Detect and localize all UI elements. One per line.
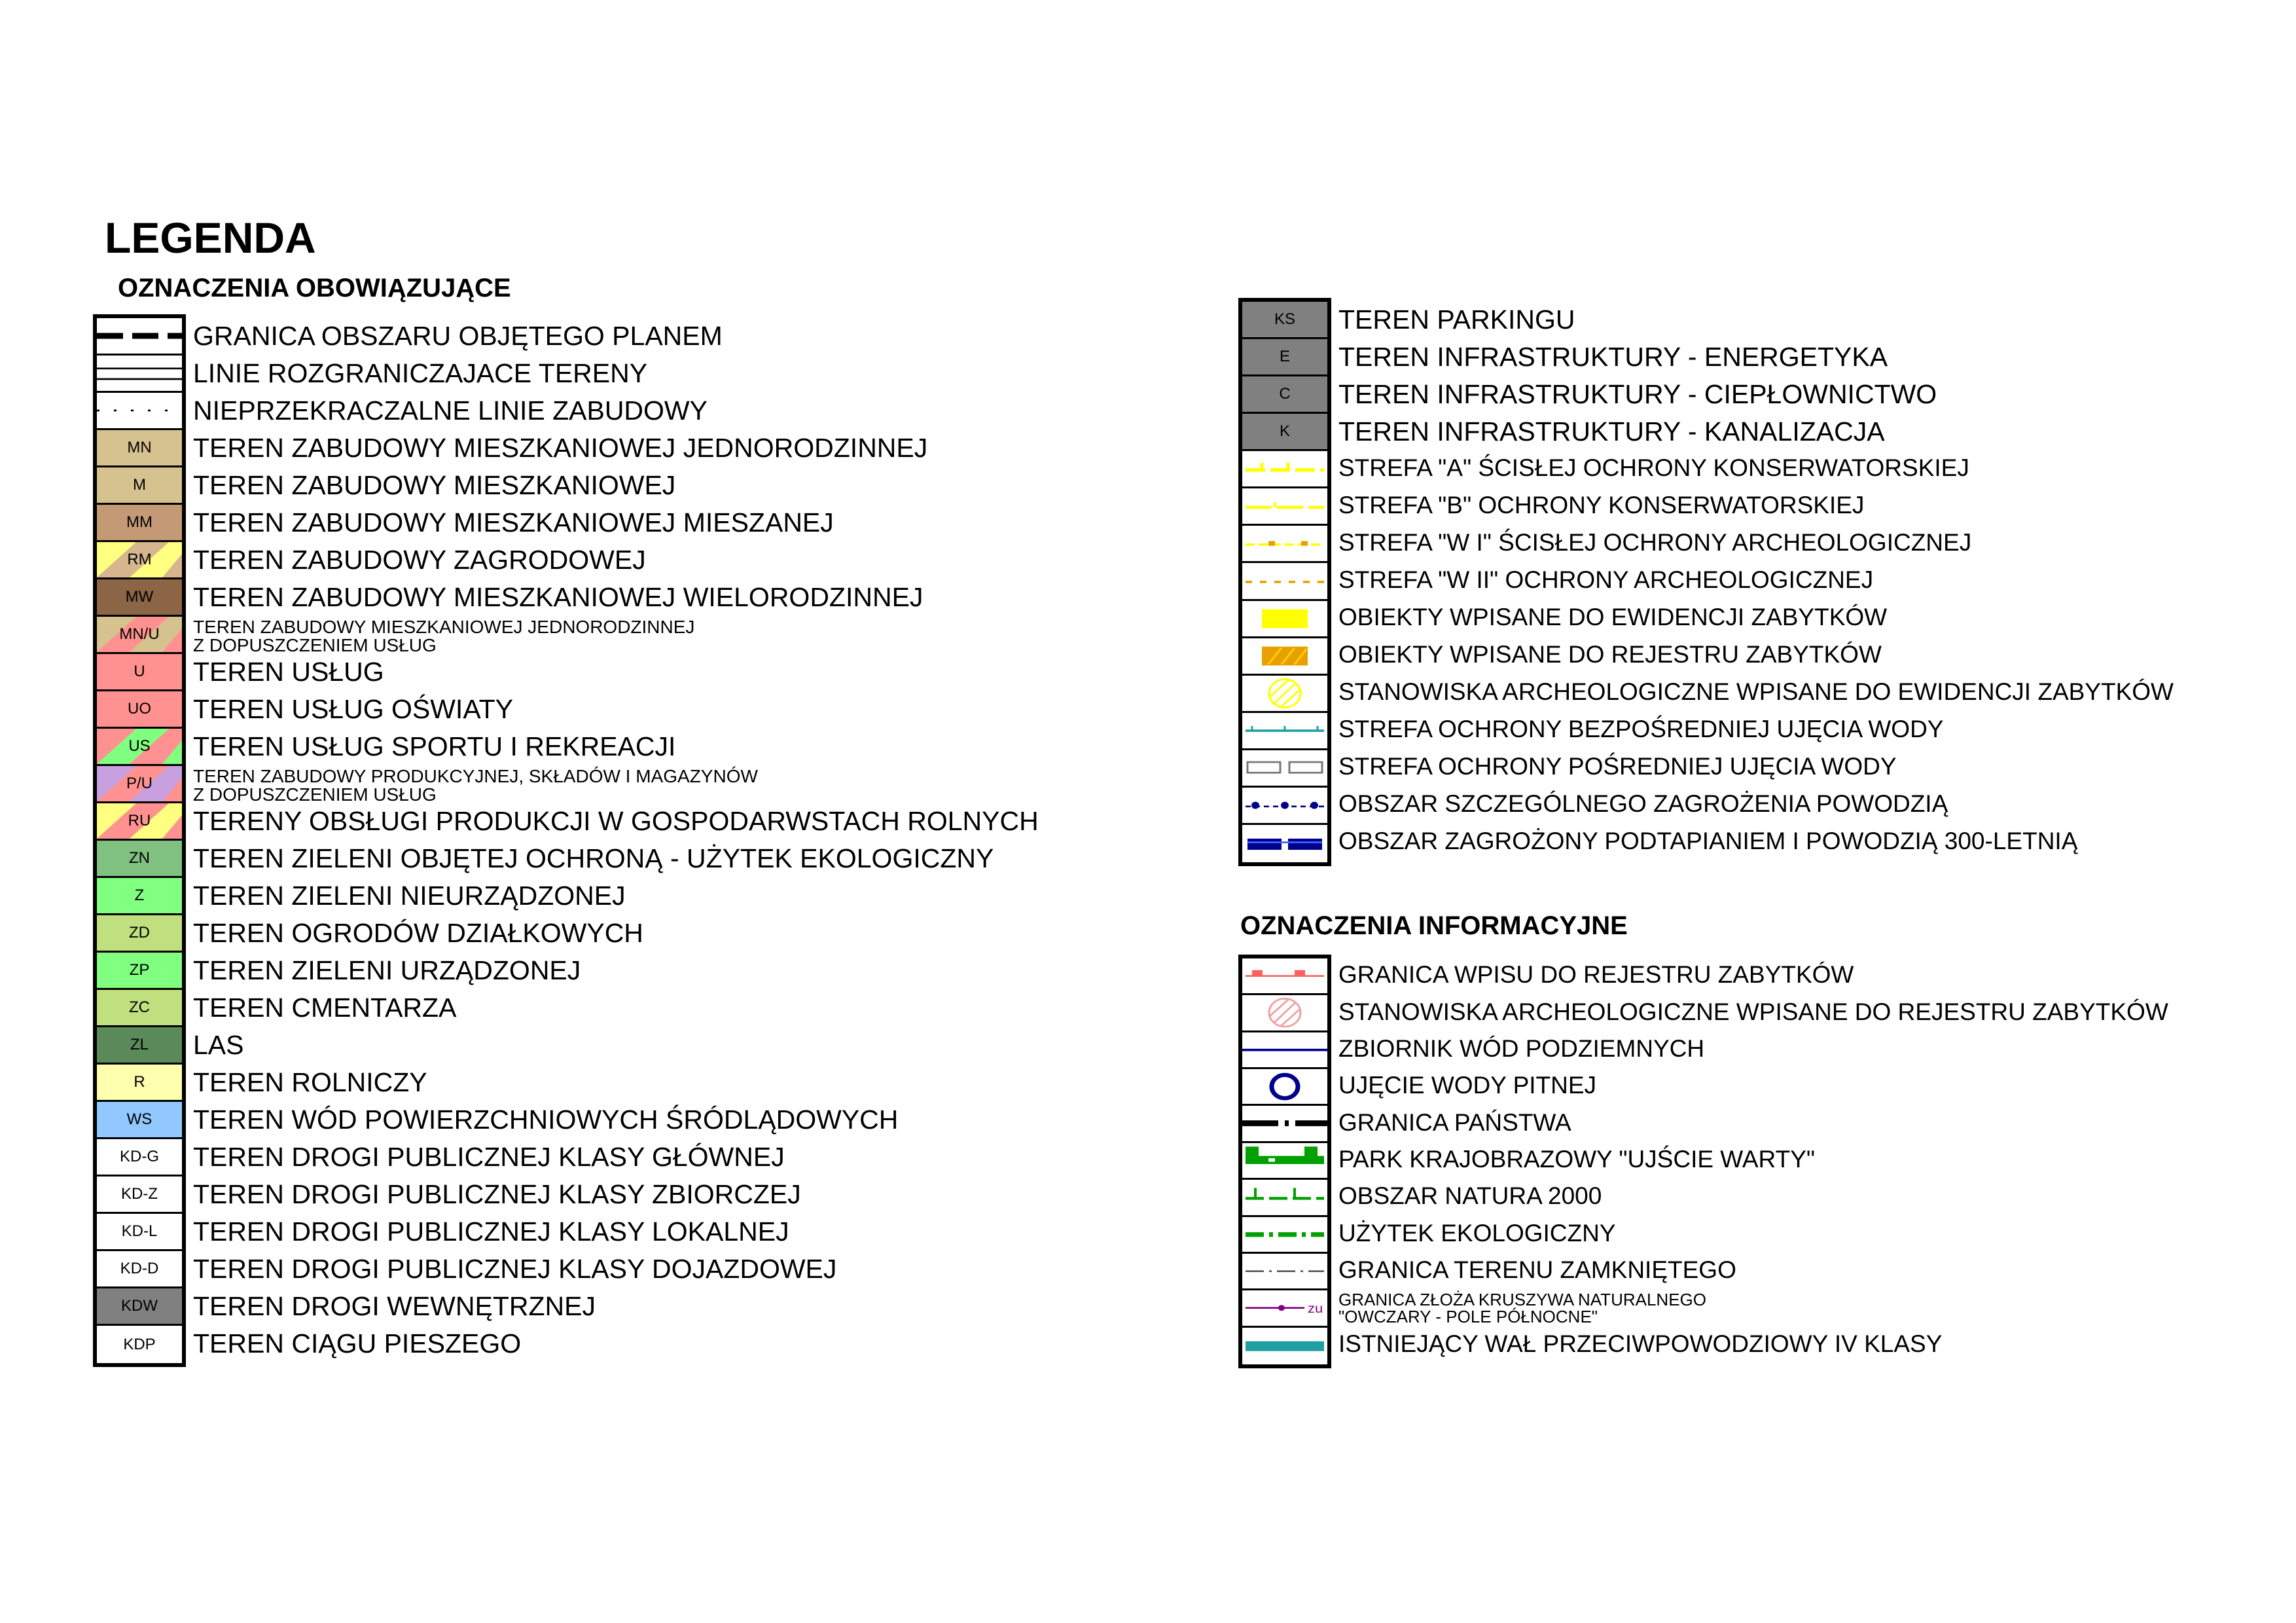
legend-label <box>193 1330 521 1357</box>
legend-swatch-m <box>97 467 182 505</box>
legend-swatch-kdw <box>97 1288 182 1326</box>
legend-swatch-circle-navy <box>1242 1069 1327 1106</box>
legend-label <box>1338 341 1888 372</box>
legend-label-line1: STREFA "W II" OCHRONY ARCHEOLOGICZNEJ <box>1338 566 1874 593</box>
legend-label <box>193 656 384 687</box>
legend-label-line1: LAS <box>193 1029 244 1060</box>
legend-label-line1: TEREN ZABUDOWY MIESZKANIOWEJ JEDNORODZINNEJ <box>193 616 695 637</box>
legend-swatch-mn <box>97 430 182 467</box>
legend-label-line2: Z DOPUSZCZENIEM USŁUG <box>193 634 437 655</box>
legend-label <box>193 880 626 911</box>
swatch-code: E <box>1279 348 1290 366</box>
legend-label <box>1338 306 1575 333</box>
legend-swatch-kd-d <box>97 1251 182 1288</box>
legend-label-line1: TEREN ZIELENI NIEURZĄDZONEJ <box>193 880 626 911</box>
legend-label <box>193 994 456 1021</box>
legend-label-line1: TEREN DROGI PUBLICZNEJ KLASY GŁÓWNEJ <box>193 1141 785 1172</box>
legend-label-line1: TEREN ZABUDOWY MIESZKANIOWEJ WIELORODZINNEJ <box>193 581 924 612</box>
legend-label-line1: ZBIORNIK WÓD PODZIEMNYCH <box>1338 1034 1705 1062</box>
legend-label <box>193 509 834 536</box>
legend-label-line1: GRANICA ZŁOŻA KRUSZYWA NATURALNEGO <box>1338 1290 1706 1310</box>
legend-label <box>193 618 694 655</box>
legend-swatch-zd <box>97 915 182 953</box>
legend-swatch-kd-z <box>97 1176 182 1214</box>
legend-label-line1: GRANICA TERENU ZAMKNIĘTEGO <box>1338 1256 1736 1284</box>
legend-label-line1: TEREN ZABUDOWY MIESZKANIOWEJ <box>193 469 676 500</box>
legend-swatch-kdp <box>97 1326 182 1363</box>
legend-label-line2: Z DOPUSZCZENIEM USŁUG <box>193 784 437 805</box>
swatch-code: MM <box>126 513 152 531</box>
legend-title: LEGENDA <box>105 213 316 262</box>
legend-label-line1: OBIEKTY WPISANE DO REJESTRU ZABYTKÓW <box>1338 641 1882 668</box>
legend-label-line1: STREFA "W I" ŚCISŁEJ OCHRONY ARCHEOLOGICZNEJ <box>1338 528 1972 556</box>
swatch-code: KDP <box>123 1335 156 1353</box>
legend-swatch-z <box>97 878 182 915</box>
legend-swatch-line-blue-dots <box>1242 788 1327 825</box>
legend-swatch-r <box>97 1065 182 1102</box>
legend-swatch-zl <box>97 1027 182 1065</box>
legend-label-line1: TEREN ROLNICZY <box>193 1067 427 1097</box>
legend-swatch-rect-orange <box>1242 638 1327 676</box>
legend-label-line1: TEREN INFRASTRUKTURY - KANALIZACJA <box>1338 416 1885 447</box>
legend-label-line1: LINIE ROZGRANICZAJACE TERENY <box>193 357 648 388</box>
legend-swatch-e <box>1242 339 1327 376</box>
legend-swatch-line-blue-thick <box>1242 825 1327 862</box>
legend-label-line1: TEREN CMENTARZA <box>193 992 457 1023</box>
legend-label-line1: GRANICA OBSZARU OBJĘTEGO PLANEM <box>193 320 723 351</box>
legend-label-line1: UŻYTEK EKOLOGICZNY <box>1338 1219 1616 1247</box>
legend-label <box>193 845 994 872</box>
swatch-code: KD-G <box>120 1148 159 1165</box>
legend-label-line1: TEREN ZABUDOWY MIESZKANIOWEJ JEDNORODZINNEJ <box>193 432 928 463</box>
swatch-code: WS <box>126 1110 152 1128</box>
legend-label-line1: TEREN DROGI PUBLICZNEJ KLASY LOKALNEJ <box>193 1216 789 1247</box>
legend-label-line1: TEREN ZABUDOWY MIESZKANIOWEJ MIESZANEJ <box>193 507 834 538</box>
legend-label <box>1338 829 2077 853</box>
legend-label-line1: OBSZAR SZCZEGÓLNEGO ZAGROŻENIA POWODZIĄ <box>1338 790 1948 818</box>
legend-label <box>193 397 708 424</box>
legend-swatch-p-u <box>97 766 182 803</box>
legend-swatch-line-teal-thick <box>1242 1328 1327 1364</box>
legend-swatch-line-gray-dashdot <box>1242 1254 1327 1290</box>
legend-label-line1: PARK KRAJOBRAZOWY "UJŚCIE WARTY" <box>1338 1146 1816 1173</box>
legend-label-line1: TEREN USŁUG <box>193 656 384 687</box>
left-legend-column <box>93 314 186 1367</box>
legend-label <box>1338 530 1971 555</box>
left-section-heading: OZNACZENIA OBOWIĄZUJĄCE <box>118 274 511 302</box>
legend-label-line1: TEREN USŁUG SPORTU I REKREACJI <box>193 731 676 761</box>
legend-label <box>1338 1000 2168 1024</box>
legend-label <box>1338 1221 1616 1245</box>
legend-swatch-mw <box>97 579 182 617</box>
legend-label <box>1338 1291 1706 1325</box>
legend-label <box>193 767 758 804</box>
legend-label-line1: STREFA OCHRONY POŚREDNIEJ UJĘCIA WODY <box>1338 753 1897 780</box>
swatch-code: MN/U <box>119 625 160 643</box>
legend-swatch-boundary-dashed <box>97 318 182 356</box>
swatch-code: K <box>1279 422 1290 441</box>
legend-swatch-zc <box>97 990 182 1027</box>
legend-label-line2: "OWCZARY - POLE PÓŁNOCNE" <box>1338 1307 1598 1327</box>
legend-swatch-ws <box>97 1102 182 1139</box>
swatch-code: KDW <box>121 1297 158 1315</box>
legend-swatch-ks <box>1242 302 1327 339</box>
legend-label-line1: STREFA "A" ŚCISŁEJ OCHRONY KONSERWATORSKIEJ <box>1338 454 1969 481</box>
legend-label-line1: TEREN DROGI WEWNĘTRZNEJ <box>193 1290 596 1321</box>
swatch-code: MW <box>125 588 154 606</box>
right-legend-column <box>1238 298 1331 866</box>
legend-label <box>193 432 928 463</box>
legend-label <box>193 805 1039 836</box>
legend-label-line1: TEREN WÓD POWIERZCHNIOWYCH ŚRÓDLĄDOWYCH <box>193 1104 899 1135</box>
legend-label <box>1338 680 2174 704</box>
legend-label-line1: TEREN ZIELENI URZĄDZONEJ <box>193 955 581 985</box>
legend-swatch-dotted-line <box>97 393 182 430</box>
legend-label <box>1338 1332 1942 1356</box>
swatch-code: P/U <box>126 775 152 792</box>
swatch-code: U <box>134 663 145 680</box>
legend-swatch-mn-u <box>97 617 182 654</box>
legend-label <box>1338 418 1885 445</box>
legend-label <box>193 1290 596 1321</box>
legend-swatch-u <box>97 654 182 691</box>
legend-swatch-kd-g <box>97 1139 182 1176</box>
legend-label-line1: TEREN DROGI PUBLICZNEJ KLASY DOJAZDOWEJ <box>193 1253 837 1284</box>
legend-label-line1: TEREN INFRASTRUKTURY - ENERGETYKA <box>1338 341 1888 372</box>
legend-swatch-kd-l <box>97 1214 182 1251</box>
legend-swatch-line-green-natura <box>1242 1180 1327 1216</box>
zu-mark: zu <box>1308 1302 1323 1316</box>
swatch-code: ZN <box>129 849 150 867</box>
legend-label <box>1338 717 1943 741</box>
legend-label <box>193 1141 785 1172</box>
info-legend-column <box>1238 955 1331 1368</box>
legend-label <box>193 1253 837 1284</box>
legend-label-line1: TEREN CIĄGU PIESZEGO <box>193 1328 522 1359</box>
legend-label <box>1338 962 1854 987</box>
legend-label-line1: ISTNIEJĄCY WAŁ PRZECIWPOWODZIOWY IV KLASY <box>1338 1330 1943 1357</box>
legend-swatch-line-yellow-b <box>1242 488 1327 526</box>
legend-label-line1: OBSZAR NATURA 2000 <box>1338 1182 1602 1210</box>
legend-swatch-line-navy-ends <box>1242 1032 1327 1069</box>
legend-swatch-k <box>1242 414 1327 451</box>
legend-label-line1: NIEPRZEKRACZALNE LINIE ZABUDOWY <box>193 395 708 426</box>
legend-label-line1: TEREN PARKINGU <box>1338 304 1575 335</box>
legend-label <box>193 733 675 760</box>
legend-label-line1: STANOWISKA ARCHEOLOGICZNE WPISANE DO REJESTRU ZABYTKÓW <box>1338 998 2168 1025</box>
legend-label-line1: UJĘCIE WODY PITNEJ <box>1338 1072 1597 1099</box>
legend-label <box>193 320 723 351</box>
legend-swatch-c <box>1242 376 1327 414</box>
swatch-code: MN <box>127 439 152 456</box>
legend-label <box>193 357 648 388</box>
legend-swatch-uo <box>97 691 182 729</box>
legend-swatch-line-green-park <box>1242 1143 1327 1180</box>
legend-label-line1: STANOWISKA ARCHEOLOGICZNE WPISANE DO EWIDENCJI ZABYTKÓW <box>1338 678 2174 706</box>
legend-label-line1: TEREN ZABUDOWY PRODUKCYJNEJ, SKŁADÓW I MAGAZYNÓW <box>193 765 758 786</box>
legend-label <box>193 1218 789 1245</box>
legend-swatch-line-red <box>1242 958 1327 995</box>
legend-label-line1: TEREN DROGI PUBLICZNEJ KLASY ZBIORCZEJ <box>193 1178 801 1209</box>
swatch-code: US <box>128 737 151 755</box>
legend-label-line1: TEREN OGRODÓW DZIAŁKOWYCH <box>193 917 643 948</box>
legend-swatch-double-line <box>97 356 182 393</box>
legend-swatch-mm <box>97 505 182 542</box>
legend-swatch-line-gray-double <box>1242 750 1327 788</box>
swatch-code: KS <box>1274 310 1295 329</box>
legend-label <box>1338 605 1887 629</box>
swatch-code: ZP <box>129 961 150 979</box>
legend-swatch-circle-hatch-yellow <box>1242 676 1327 713</box>
legend-label-line1: GRANICA WPISU DO REJESTRU ZABYTKÓW <box>1338 961 1854 989</box>
legend-label <box>193 693 514 724</box>
legend-swatch-line-state <box>1242 1106 1327 1142</box>
legend-label-line1: OBIEKTY WPISANE DO EWIDENCJI ZABYTKÓW <box>1338 604 1888 631</box>
legend-label <box>1338 754 1897 778</box>
legend-swatch-zn <box>97 841 182 878</box>
legend-label <box>1338 568 1873 592</box>
legend-label <box>1338 792 1948 816</box>
legend-label <box>1338 493 1864 517</box>
swatch-code: ZD <box>129 924 150 941</box>
swatch-code: ZC <box>129 998 150 1016</box>
legend-label-line1: TERENY OBSŁUGI PRODUKCJI W GOSPODARWSTACH ROLNYCH <box>193 805 1039 836</box>
legend-label <box>1338 642 1882 666</box>
legend-swatch-rect-yellow <box>1242 601 1327 638</box>
swatch-code: R <box>134 1073 145 1091</box>
swatch-code: RU <box>128 812 151 830</box>
legend-label <box>1338 456 1969 480</box>
legend-swatch-line-green-dashdot <box>1242 1217 1327 1254</box>
legend-label <box>193 917 643 948</box>
legend-label <box>193 1029 244 1060</box>
legend-label <box>1338 1258 1736 1282</box>
legend-label <box>193 957 581 984</box>
swatch-code: RM <box>127 551 152 568</box>
legend-label <box>1338 1110 1571 1135</box>
legend-swatch-line-teal <box>1242 713 1327 750</box>
legend-label <box>193 581 924 612</box>
swatch-code: ZL <box>130 1036 149 1053</box>
legend-swatch-ru <box>97 803 182 841</box>
swatch-code: KD-D <box>120 1260 159 1277</box>
legend-label-line1: TEREN INFRASTRUKTURY - CIEPŁOWNICTWO <box>1338 378 1937 409</box>
swatch-code: KD-L <box>121 1222 158 1240</box>
swatch-code: KD-Z <box>121 1185 158 1203</box>
legend-label <box>1338 1147 1815 1171</box>
legend-label <box>1338 1073 1596 1097</box>
swatch-code: M <box>133 476 146 494</box>
legend-swatch-line-purple-zu <box>1242 1290 1327 1327</box>
legend-label-line1: GRANICA PAŃSTWA <box>1338 1108 1571 1136</box>
legend-label <box>193 1178 801 1209</box>
legend-label-line1: STREFA "B" OCHRONY KONSERWATORSKIEJ <box>1338 491 1865 519</box>
swatch-code: C <box>1279 385 1291 403</box>
legend-label-line1: TEREN USŁUG OŚWIATY <box>193 693 514 724</box>
legend-label <box>193 544 646 575</box>
swatch-code: UO <box>128 700 151 718</box>
legend-swatch-line-yellow-w1 <box>1242 526 1327 563</box>
legend-swatch-us <box>97 729 182 766</box>
legend-label <box>1338 1184 1602 1208</box>
legend-label <box>1338 378 1937 409</box>
legend-label <box>193 1069 427 1096</box>
legend-label <box>1338 1036 1704 1061</box>
swatch-code: Z <box>134 886 145 904</box>
legend-swatch-line-yellow-w2 <box>1242 563 1327 600</box>
legend-label-line1: TEREN ZABUDOWY ZAGRODOWEJ <box>193 544 646 575</box>
legend-label-line1: TEREN ZIELENI OBJĘTEJ OCHRONĄ - UŻYTEK EKOLOGICZNY <box>193 843 994 873</box>
legend-label-line1: STREFA OCHRONY BEZPOŚREDNIEJ UJĘCIA WODY <box>1338 716 1944 743</box>
legend-label-line1: OBSZAR ZAGROŻONY PODTAPIANIEM I POWODZIĄ 300-LETNIĄ <box>1338 828 2078 855</box>
legend-swatch-zp <box>97 953 182 990</box>
legend-label <box>193 469 676 500</box>
legend-label <box>193 1106 898 1133</box>
legend-swatch-circle-hatch-red <box>1242 995 1327 1032</box>
legend-swatch-rm <box>97 542 182 579</box>
info-section-heading: OZNACZENIA INFORMACYJNE <box>1240 911 1628 940</box>
legend-swatch-line-yellow-a <box>1242 451 1327 488</box>
